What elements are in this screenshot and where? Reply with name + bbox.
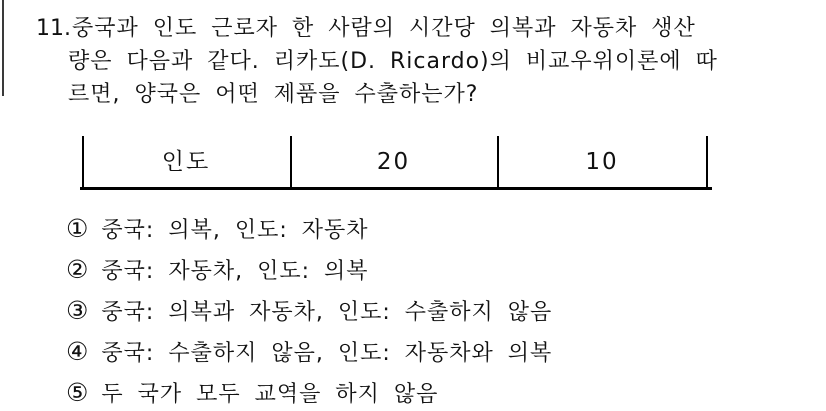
table-border-right — [706, 136, 708, 189]
choice-3-marker: ③ — [66, 296, 89, 325]
question-text-1: 중국과 인도 근로자 한 사람의 시간당 의복과 자동차 생산 — [72, 16, 696, 41]
choice-5 — [66, 372, 806, 411]
table-cell-country: 인도 — [161, 149, 211, 175]
choice-2-marker: ② — [66, 255, 89, 284]
choice-5-marker: ⑤ — [66, 378, 89, 407]
choice-3 — [66, 290, 806, 331]
choice-5-text: 두 국가 모두 교역을 하지 않음 — [101, 382, 439, 407]
left-column-divider — [2, 0, 4, 96]
question-block — [36, 12, 816, 111]
question-number: 11. — [36, 16, 71, 41]
table-cell-car-output: 10 — [585, 149, 619, 175]
choice-4 — [66, 331, 806, 372]
choice-4-marker: ④ — [66, 337, 89, 366]
answer-choices — [66, 208, 806, 411]
question-line-1 — [36, 12, 816, 45]
table-border-bottom — [80, 187, 712, 190]
choice-1 — [66, 208, 806, 249]
table-cell-clothing-output: 20 — [376, 149, 411, 175]
choice-1-text: 중국: 의복, 인도: 자동차 — [101, 218, 369, 243]
choice-1-marker: ① — [66, 214, 89, 243]
choice-4-text: 중국: 수출하지 않음, 인도: 자동차와 의복 — [101, 341, 553, 366]
choice-3-text: 중국: 의복과 자동차, 인도: 수출하지 않음 — [101, 300, 553, 325]
question-text-3: 르면, 양국은 어떤 제품을 수출하는가? — [68, 82, 479, 107]
question-text-2: 량은 다음과 같다. 리카도(D. Ricardo)의 비교우위이론에 따 — [68, 49, 718, 74]
choice-2-text: 중국: 자동차, 인도: 의복 — [101, 259, 369, 284]
choice-2 — [66, 249, 806, 290]
